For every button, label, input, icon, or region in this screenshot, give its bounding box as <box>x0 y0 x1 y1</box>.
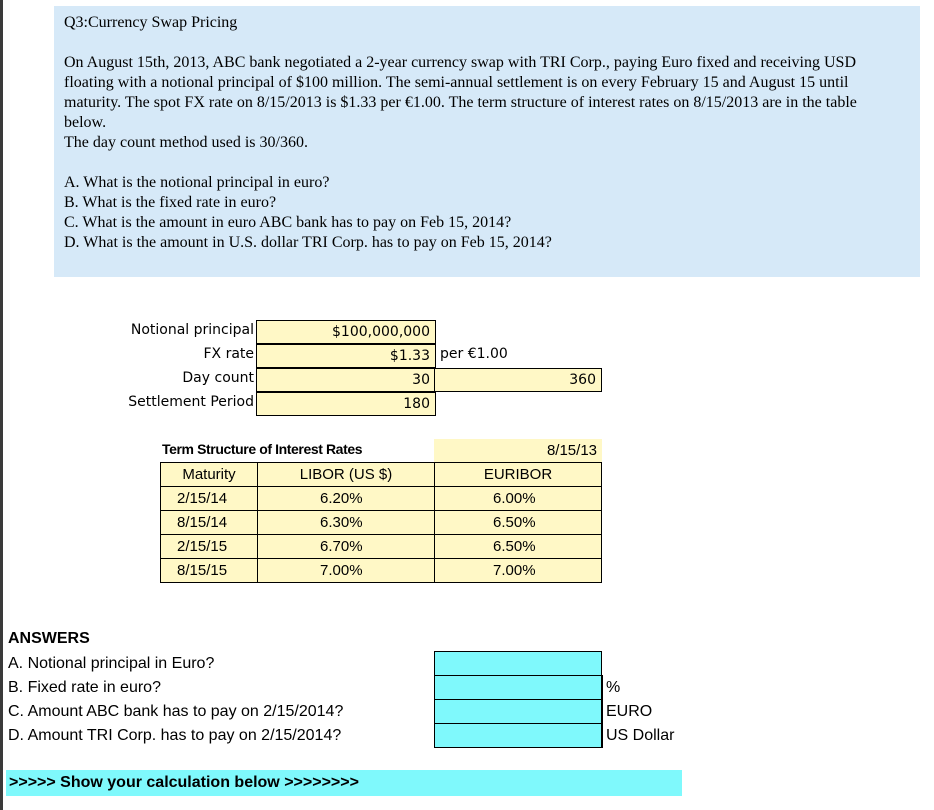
answer-c-unit: EURO <box>602 699 686 724</box>
answer-c-input[interactable] <box>434 699 602 724</box>
question-parts <box>64 173 552 253</box>
answer-b-input[interactable] <box>434 675 602 700</box>
daycount-cell[interactable]: 30 <box>256 368 436 392</box>
question-part-c: C. What is the amount in euro ABC bank has to pay on Feb 15, 2014? <box>64 214 512 231</box>
answer-c-label: C. Amount ABC bank has to pay on 2/15/2014? <box>8 703 344 720</box>
answer-b-unit: % <box>602 675 686 700</box>
answer-b-label: B. Fixed rate in euro? <box>8 679 161 696</box>
row-1-libor[interactable]: 6.20% <box>257 486 435 511</box>
calculation-banner: >>>>> Show your calculation below >>>>>>>> <box>6 770 682 796</box>
row-4-maturity[interactable]: 8/15/15 <box>160 558 258 583</box>
sheet-left-border <box>0 0 3 810</box>
row-2-libor[interactable]: 6.30% <box>257 510 435 535</box>
header-libor: LIBOR (US $) <box>257 462 435 487</box>
daycount-basis-cell[interactable]: 360 <box>434 368 602 392</box>
term-structure-date[interactable]: 8/15/13 <box>434 439 602 463</box>
row-3-maturity[interactable]: 2/15/15 <box>160 534 258 559</box>
row-1-maturity[interactable]: 2/15/14 <box>160 486 258 511</box>
notional-label: Notional principal <box>130 322 254 338</box>
day-count-text: The day count method used is 30/360. <box>64 134 308 151</box>
row-1-euribor[interactable]: 6.00% <box>434 486 602 511</box>
question-title: Q3:Currency Swap Pricing <box>64 14 238 31</box>
row-2-maturity[interactable]: 8/15/14 <box>160 510 258 535</box>
term-structure-title: Term Structure of Interest Rates <box>162 441 363 457</box>
question-part-b: B. What is the fixed rate in euro? <box>64 194 277 211</box>
row-3-euribor[interactable]: 6.50% <box>434 534 602 559</box>
question-text: On August 15th, 2013, ABC bank negotiated a 2-year currency swap with TRI Corp., paying Euro fixed and receiving USD floating with a notional principal of $100 million. The semi-annual settlement is on every February 15 and August 15 until maturity. The spot FX rate on 8/15/2013 is $1.33 per €1.00. The term structure of interest rates on 8/15/2013 are in the table below. <box>64 54 857 131</box>
header-euribor: EURIBOR <box>434 462 602 487</box>
row-4-libor[interactable]: 7.00% <box>257 558 435 583</box>
fx-label: FX rate <box>203 346 254 362</box>
answer-d-input[interactable] <box>434 723 602 748</box>
question-body <box>64 53 899 153</box>
answer-d-unit: US Dollar <box>602 723 686 748</box>
answers-heading: ANSWERS <box>8 630 90 647</box>
row-4-euribor[interactable]: 7.00% <box>434 558 602 583</box>
question-box <box>54 6 920 277</box>
row-3-libor[interactable]: 6.70% <box>257 534 435 559</box>
answer-d-label: D. Amount TRI Corp. has to pay on 2/15/2014? <box>8 727 342 744</box>
settlement-label: Settlement Period <box>128 394 254 410</box>
answer-a-input[interactable] <box>434 651 602 676</box>
question-part-a: A. What is the notional principal in euro? <box>64 174 330 191</box>
daycount-label: Day count <box>182 370 254 386</box>
question-part-d: D. What is the amount in U.S. dollar TRI Corp. has to pay on Feb 15, 2014? <box>64 234 552 251</box>
row-2-euribor[interactable]: 6.50% <box>434 510 602 535</box>
header-maturity: Maturity <box>160 462 258 487</box>
answer-a-label: A. Notional principal in Euro? <box>8 655 215 672</box>
settlement-cell[interactable]: 180 <box>256 392 436 416</box>
fx-unit: per €1.00 <box>440 346 508 362</box>
notional-cell[interactable]: $100,000,000 <box>256 320 436 344</box>
fx-cell[interactable]: $1.33 <box>256 344 436 368</box>
